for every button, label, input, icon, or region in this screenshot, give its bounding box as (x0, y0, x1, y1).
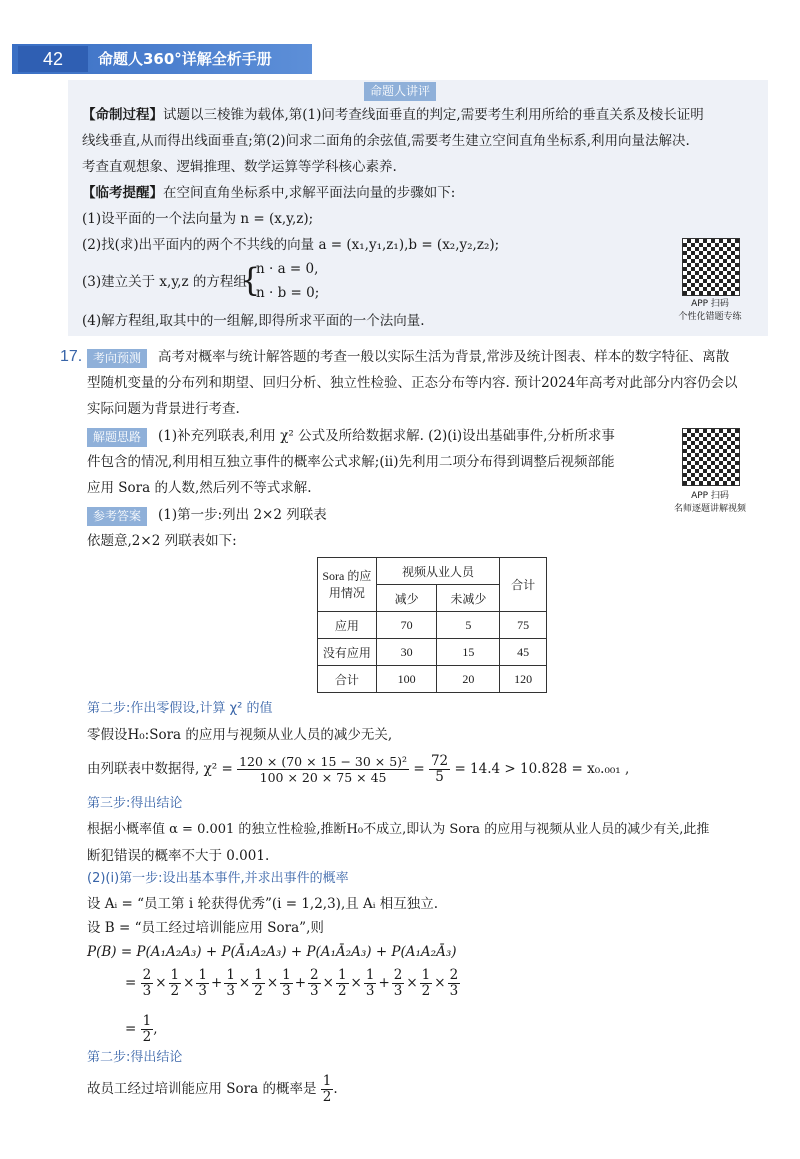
definition-2: 设 B = “员工经过培训能应用 Sora”,则 (87, 920, 324, 936)
operator: + (378, 975, 390, 991)
probability-expression: P(B) = P(A₁A₂A₃) + P(Ā₁A₂A₃) + P(A₁Ā₂A₃) + P(A₁A₂Ā₃) (87, 944, 457, 960)
book-title: 命题人360°详解全析手册 (98, 50, 272, 68)
operator: × (350, 975, 362, 991)
operator: × (155, 975, 167, 991)
cell: 15 (437, 639, 500, 666)
final-answer: 故员工经过培训能应用 Sora 的概率是 $\frac{1}{2}$ . (87, 1073, 338, 1105)
null-hypothesis: 零假设H₀:Sora 的应用与视频从业人员的减少无关, (87, 727, 393, 743)
fraction: $\frac{1}{3}$ (226, 967, 235, 999)
operator: × (322, 975, 334, 991)
table-group-header: 视频从业人员 (376, 558, 499, 585)
operator: × (406, 975, 418, 991)
table-total-header: 合计 (500, 558, 547, 612)
table-row (318, 612, 547, 639)
operator: + (211, 975, 223, 991)
commentary-line-8: (4)解方程组,取其中的一组解,即得所求平面的一个法向量. (82, 313, 425, 329)
fraction: $\frac{2}{3}$ (142, 967, 152, 999)
table-corner-cell: Sora 的应 用情况 (318, 558, 377, 612)
definition-1: 设 Aᵢ = “员工第 i 轮获得优秀”(i = 1,2,3),且 Aᵢ 相互独立. (87, 896, 439, 912)
page-number: 42 (18, 46, 88, 72)
fraction: $\frac{2}{3}$ (393, 967, 403, 999)
cell: 45 (500, 639, 547, 666)
brace-glyph: { (240, 261, 261, 299)
table-header-nodecrease: 未减少 (437, 585, 500, 612)
approach-line-3: 应用 Sora 的人数,然后列不等式求解. (87, 480, 312, 496)
conclusion-line-2: 断犯错误的概率不大于 0.001. (87, 848, 270, 864)
cell: 100 (376, 666, 437, 693)
cell: 120 (500, 666, 547, 693)
part2-step2-heading: 第二步:得出结论 (87, 1050, 183, 1065)
operator: × (266, 975, 279, 991)
qr-caption-1: APP 扫码 (691, 299, 729, 309)
answer-tag: 参考答案 (87, 507, 147, 526)
problem-number: 17. (60, 348, 83, 365)
part2-step1-heading: (2)(i)第一步:设出基本事件,并求出事件的概率 (87, 871, 349, 886)
chi-square-calc: 由列联表中数据得, χ² = $\frac{\text{120 × (70 × 15 − 30 × 5)²}}{100 \times 20 \times 75 \times 45}$ = $\frac{72}{5}$ = 14.4 > 10.828 = x₀.₀₀₁ , (87, 753, 630, 785)
answer-line-2: 依题意,2×2 列联表如下: (87, 533, 237, 549)
operator: × (434, 975, 446, 991)
qr-code-icon[interactable] (682, 238, 740, 296)
conclusion-line-1: 根据小概率值 α = 0.001 的独立性检验,推断H₀不成立,即认为 Sora 的应用与视频从业人员的减少有关,此推 (87, 822, 710, 837)
operator: × (238, 975, 251, 991)
fraction: $\frac{2}{3}$ (310, 967, 319, 999)
commentary-line-6: (2)找(求)出平面内的两个不共线的向量 a = (x₁,y₁,z₁),b = (x₂,y₂,z₂); (82, 237, 500, 253)
commentary-line-7: (3)建立关于 x,y,z 的方程组 (82, 274, 247, 290)
equation-2: n · b = 0; (256, 285, 320, 301)
answer-line-1: (1)第一步:列出 2×2 列联表 (158, 507, 327, 523)
fraction: $\frac{1}{2}$ (170, 967, 180, 999)
operator: + (294, 975, 307, 991)
cell: 75 (500, 612, 547, 639)
equation-1: n · a = 0, (256, 261, 319, 277)
table-row (318, 666, 547, 693)
table-header-decrease: 减少 (376, 585, 437, 612)
step3-heading: 第三步:得出结论 (87, 796, 183, 811)
problem-line-2: 型随机变量的分布列和期望、回归分析、独立性检验、正态分布等内容. 预计2024年高考对此部分内容仍会以 (87, 375, 738, 391)
approach-line-1: (1)补充列联表,利用 χ² 公式及所给数据求解. (2)(i)设出基础事件,分析所求事 (158, 428, 615, 444)
commentary-line-1: 【命制过程】试题以三棱锥为载体,第(1)问考查线面垂直的判定,需要考生利用所给的垂直关系及棱长证明 (82, 107, 704, 123)
commentary-tag: 命题人讲评 (364, 82, 436, 101)
forecast-tag: 考向预测 (87, 349, 147, 368)
contingency-table (317, 557, 547, 693)
fraction-product-row: = $\frac{2}{3}$ × $\frac{1}{2}$ × $\frac{1}{3}$ + $\frac{1}{3}$ × $\frac{1}{2}$ × $\frac{1}{3}$ + $\frac{2}{3}$ × $\frac{1}{2}$ × $\frac{1}{3}$ + $\frac{2}{3}$ × $\frac{1}{2}$ × $\frac{2}{3}$ (125, 967, 459, 999)
approach-line-2: 件包含的情况,利用相互独立事件的概率公式求解;(ii)先利用二项分布得到调整后视频部能 (87, 454, 615, 470)
step2-heading: 第二步:作出零假设,计算 χ² 的值 (87, 701, 273, 716)
qr-caption-3: APP 扫码 (691, 491, 729, 501)
qr-code-icon[interactable] (682, 428, 740, 486)
qr-caption-4: 名师逐题讲解视频 (673, 504, 746, 514)
fraction: $\frac{2}{3}$ (449, 967, 459, 999)
table-row (318, 639, 547, 666)
fraction: $\frac{1}{2}$ (337, 967, 347, 999)
cell: 70 (376, 612, 437, 639)
problem-line-3: 实际问题为背景进行考查. (87, 401, 240, 417)
fraction: $\frac{1}{3}$ (198, 967, 208, 999)
fraction: $\frac{1}{3}$ (282, 967, 291, 999)
fraction: $\frac{1}{3}$ (365, 967, 375, 999)
operator: × (183, 975, 195, 991)
problem-line-1: 高考对概率与统计解答题的考查一般以实际生活为背景,常涉及统计图表、样本的数字特征、离散 (158, 349, 730, 365)
cell: 30 (376, 639, 437, 666)
row-label: 没有应用 (318, 639, 377, 666)
fraction: $\frac{1}{2}$ (421, 967, 431, 999)
commentary-line-3: 考查直观想象、逻辑推理、数学运算等学科核心素养. (82, 159, 397, 175)
cell: 5 (437, 612, 500, 639)
commentary-line-5: (1)设平面的一个法向量为 n = (x,y,z); (82, 211, 314, 227)
commentary-line-4: 【临考提醒】在空间直角坐标系中,求解平面法向量的步骤如下: (82, 185, 456, 201)
row-label: 应用 (318, 612, 377, 639)
cell: 20 (437, 666, 500, 693)
approach-tag: 解题思路 (87, 428, 147, 447)
result-half: = $\frac{1}{2}$ , (125, 1013, 158, 1045)
qr-caption-2: 个性化错题专练 (678, 312, 742, 322)
fraction: $\frac{1}{2}$ (254, 967, 263, 999)
row-label: 合计 (318, 666, 377, 693)
commentary-line-2: 线线垂直,从而得出线面垂直;第(2)问求二面角的余弦值,需要考生建立空间直角坐标系,利用向量法解决. (82, 133, 690, 149)
